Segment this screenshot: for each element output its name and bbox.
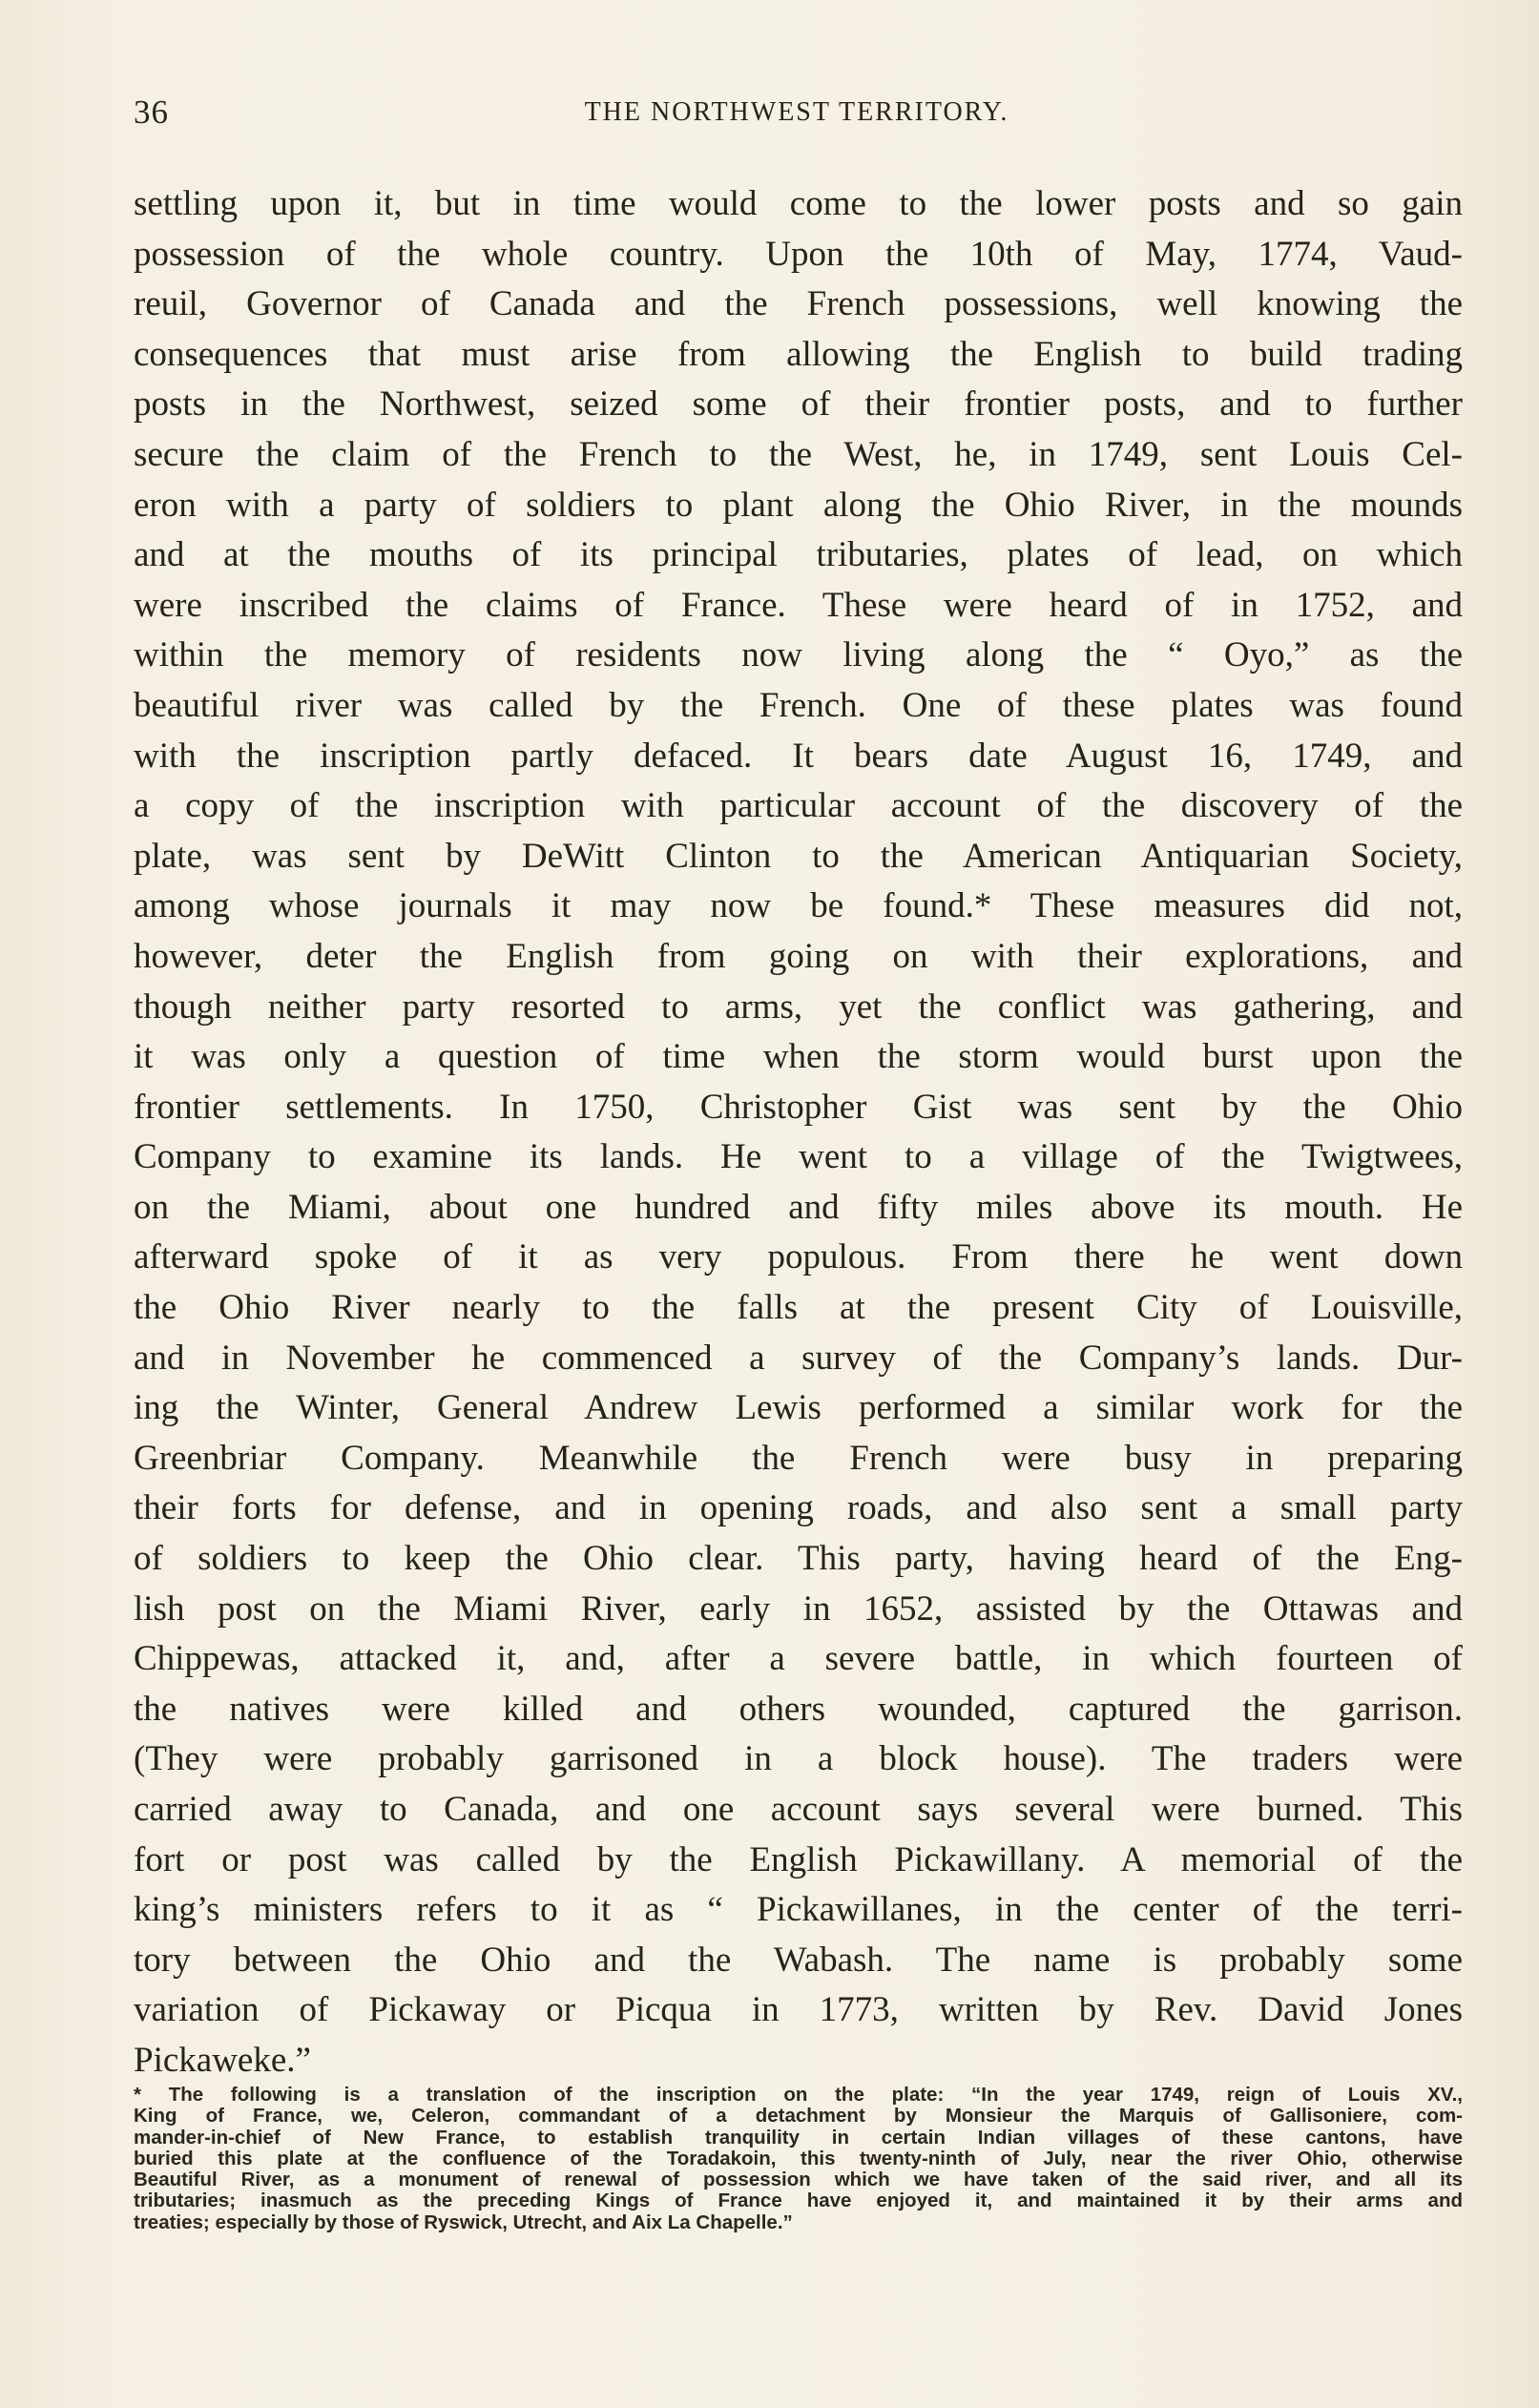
text-line: with the inscription partly defaced. It bears date August 16, 1749, and [134,736,1463,776]
text-line: afterward spoke of it as very populous. From there he went down [134,1237,1463,1277]
footnote-line: * The following is a translation of the inscription on the plate: “In the year 1749, reign of Louis XV., [134,2084,1463,2106]
text-line: within the memory of residents now living along the “ Oyo,” as the [134,635,1463,675]
text-line: reuil, Governor of Canada and the French possessions, well knowing the [134,284,1463,324]
text-line: carried away to Canada, and one account says several were burned. This [134,1790,1463,1829]
footnote-line: buried this plate at the confluence of the Toradakoin, this twenty-ninth of July, near the river Ohio, otherwise [134,2147,1463,2169]
text-line: secure the claim of the French to the West, he, in 1749, sent Louis Cel- [134,434,1463,474]
footnote-line: treaties; especially by those of Ryswick, Utrecht, and Aix La Chapelle.” [134,2211,793,2233]
text-line: fort or post was called by the English Pickawillany. A memorial of the [134,1839,1463,1879]
page-number: 36 [134,93,169,131]
text-line: frontier settlements. In 1750, Christopher Gist was sent by the Ohio [134,1087,1463,1127]
page-header [134,93,1460,141]
text-line: of soldiers to keep the Ohio clear. This party, having heard of the Eng- [134,1539,1463,1579]
text-line: Company to examine its lands. He went to a village of the Twigtwees, [134,1137,1463,1177]
text-line: Greenbriar Company. Meanwhile the French were busy in preparing [134,1438,1463,1478]
text-line: variation of Pickaway or Picqua in 1773, written by Rev. David Jones [134,1990,1463,2030]
text-line: Pickaweke.” [134,2040,311,2080]
text-line: (They were probably garrisoned in a block house). The traders were [134,1739,1463,1779]
running-title: THE NORTHWEST TERRITORY. [584,97,1009,127]
footnote-line: tributaries; inasmuch as the preceding Kings of France have enjoyed it, and maintained it by their arms and [134,2190,1463,2212]
text-line: lish post on the Miami River, early in 1652, assisted by the Ottawas and [134,1588,1463,1629]
main-paragraph [134,179,1463,2086]
text-line: and in November he commenced a survey of the Company’s lands. Dur- [134,1338,1463,1378]
text-line: their forts for defense, and in opening roads, and also sent a small party [134,1488,1463,1528]
text-line: Chippewas, attacked it, and, after a severe battle, in which fourteen of [134,1639,1463,1679]
text-line: the natives were killed and others wounded, captured the garrison. [134,1689,1463,1729]
text-line: were inscribed the claims of France. These were heard of in 1752, and [134,585,1463,625]
text-line: beautiful river was called by the French. One of these plates was found [134,685,1463,725]
text-line: settling upon it, but in time would come to the lower posts and so gain [134,184,1463,223]
text-line: plate, was sent by DeWitt Clinton to the American Antiquarian Society, [134,836,1463,876]
text-line: the Ohio River nearly to the falls at the present City of Louisville, [134,1288,1463,1328]
text-line: it was only a question of time when the storm would burst upon the [134,1037,1463,1077]
footnote-line: mander-in-chief of New France, to establish tranquility in certain Indian villages of these cantons, have [134,2126,1463,2149]
text-line: however, deter the English from going on with their explorations, and [134,936,1463,976]
text-line: posts in the Northwest, seized some of their frontier posts, and to further [134,384,1463,425]
footnote-line: Beautiful River, as a monument of renewal of possession which we have taken of the said river, and all its [134,2169,1463,2191]
text-line: tory between the Ohio and the Wabash. The name is probably some [134,1940,1463,1980]
footnote [134,2085,1463,2233]
text-line: consequences that must arise from allowing the English to build trading [134,334,1463,374]
text-line: ing the Winter, General Andrew Lewis performed a similar work for the [134,1388,1463,1428]
text-line: a copy of the inscription with particular account of the discovery of the [134,786,1463,826]
text-line: among whose journals it may now be found.* These measures did not, [134,886,1463,926]
text-line: king’s ministers refers to it as “ Pickawillanes, in the center of the terri- [134,1890,1463,1930]
text-line: eron with a party of soldiers to plant along the Ohio River, in the mounds [134,485,1463,525]
text-line: and at the mouths of its principal tributaries, plates of lead, on which [134,535,1463,575]
footnote-line: King of France, we, Celeron, commandant of a detachment by Monsieur the Marquis of Gallisoniere, com- [134,2105,1463,2128]
text-line: possession of the whole country. Upon the 10th of May, 1774, Vaud- [134,234,1463,274]
text-line: on the Miami, about one hundred and fifty miles above its mouth. He [134,1187,1463,1227]
text-line: though neither party resorted to arms, yet the conflict was gathering, and [134,986,1463,1027]
